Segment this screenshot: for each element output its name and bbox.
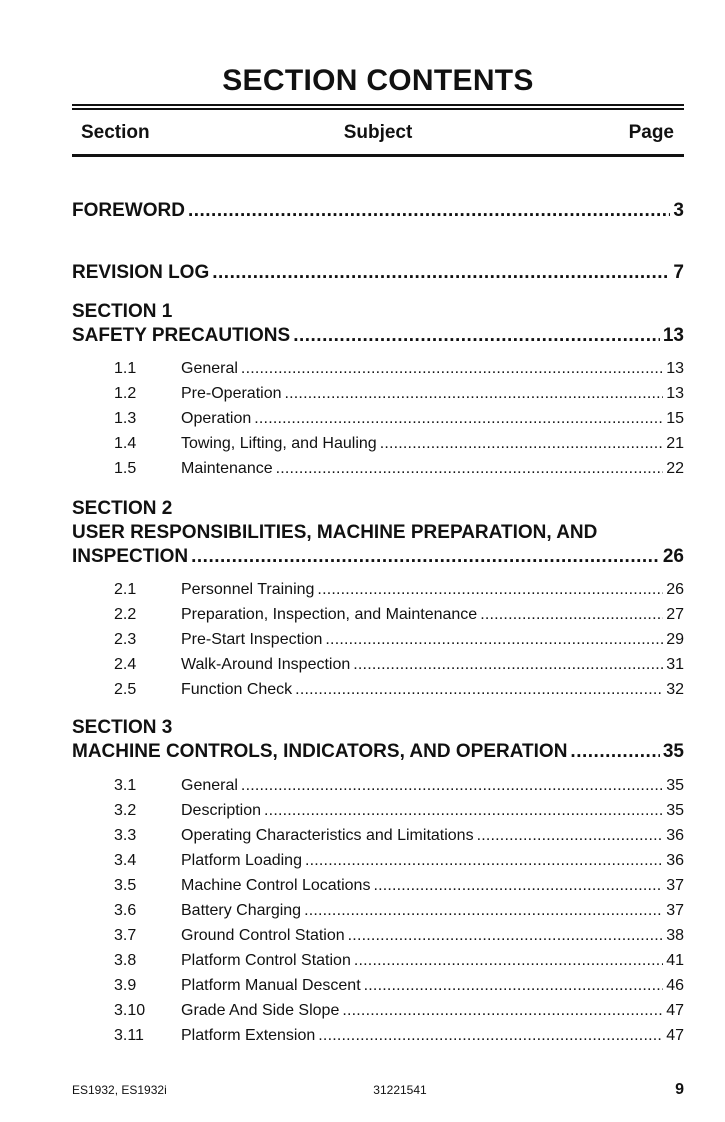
subitem-number: 1.5 xyxy=(114,460,137,477)
toc-subitem[interactable] xyxy=(114,652,684,677)
subitem-subject: Platform Loading xyxy=(181,852,302,869)
dot-leader xyxy=(342,998,663,1023)
toc-subitem[interactable] xyxy=(114,848,684,873)
subitem-number: 3.8 xyxy=(114,952,137,969)
subitem-page: 13 xyxy=(666,360,684,377)
section-title-line-1: USER RESPONSIBILITIES, MACHINE PREPARATION, AND xyxy=(72,522,598,543)
toc-entry-revision-log[interactable] xyxy=(72,261,684,285)
subitem-page: 31 xyxy=(666,656,684,673)
subitem-number: 3.2 xyxy=(114,802,137,819)
section-3-items xyxy=(114,773,684,1048)
subitem-subject: Platform Extension xyxy=(181,1027,316,1044)
subitem-page: 46 xyxy=(666,977,684,994)
subitem-number: 3.9 xyxy=(114,977,137,994)
footer-page-number: 9 xyxy=(675,1081,684,1098)
subitem-number: 3.1 xyxy=(114,777,137,794)
subitem-subject: Maintenance xyxy=(181,460,273,477)
subitem-subject: Towing, Lifting, and Hauling xyxy=(181,435,377,452)
dot-leader xyxy=(570,740,659,764)
section-2-items xyxy=(114,577,684,702)
section-title: SAFETY PRECAUTIONS xyxy=(72,325,291,346)
subitem-page: 27 xyxy=(666,606,684,623)
subitem-number: 3.5 xyxy=(114,877,137,894)
header-rule xyxy=(72,154,684,157)
dot-leader xyxy=(264,798,663,823)
dot-leader xyxy=(305,848,663,873)
subitem-page: 35 xyxy=(666,777,684,794)
dot-leader xyxy=(191,545,660,569)
section-title: MACHINE CONTROLS, INDICATORS, AND OPERATION xyxy=(72,741,568,762)
subitem-subject: Grade And Side Slope xyxy=(181,1002,340,1019)
header-page: Page xyxy=(628,122,674,143)
toc-subitem[interactable] xyxy=(114,406,684,431)
toc-section-1[interactable] xyxy=(72,300,684,348)
subitem-page: 37 xyxy=(666,877,684,894)
subitem-number: 1.3 xyxy=(114,410,137,427)
subitem-number: 3.10 xyxy=(114,1002,146,1019)
dot-leader xyxy=(325,627,663,652)
subitem-number: 1.2 xyxy=(114,385,137,402)
subitem-subject: Personnel Training xyxy=(181,581,315,598)
subitem-subject: Walk-Around Inspection xyxy=(181,656,351,673)
toc-entry-page: 3 xyxy=(673,200,684,221)
dot-leader xyxy=(188,199,670,223)
subitem-page: 32 xyxy=(666,681,684,698)
toc-entry-page: 7 xyxy=(673,262,684,283)
toc-subitem[interactable] xyxy=(114,898,684,923)
subitem-subject: Operating Characteristics and Limitations xyxy=(181,827,474,844)
dot-leader xyxy=(353,652,663,677)
toc-subitem[interactable] xyxy=(114,356,684,381)
toc-subitem[interactable] xyxy=(114,456,684,481)
toc-section-2[interactable] xyxy=(72,497,684,569)
toc-subitem[interactable] xyxy=(114,381,684,406)
dot-leader xyxy=(354,948,663,973)
dot-leader xyxy=(241,773,663,798)
section-page: 13 xyxy=(662,325,684,346)
subitem-subject: General xyxy=(181,360,238,377)
subitem-page: 36 xyxy=(666,827,684,844)
subitem-page: 47 xyxy=(666,1002,684,1019)
section-heading: SECTION 3 xyxy=(72,717,173,738)
header-section: Section xyxy=(81,122,150,143)
subitem-subject: Platform Manual Descent xyxy=(181,977,361,994)
toc-entry-foreword[interactable] xyxy=(72,199,684,223)
dot-leader xyxy=(295,677,663,702)
dot-leader xyxy=(285,381,664,406)
subitem-page: 29 xyxy=(666,631,684,648)
subitem-number: 2.5 xyxy=(114,681,137,698)
dot-leader xyxy=(212,261,670,285)
subitem-page: 41 xyxy=(666,952,684,969)
section-page: 26 xyxy=(662,546,684,567)
toc-subitem[interactable] xyxy=(114,948,684,973)
dot-leader xyxy=(241,356,663,381)
subitem-page: 26 xyxy=(666,581,684,598)
subitem-page: 22 xyxy=(666,460,684,477)
toc-subitem[interactable] xyxy=(114,973,684,998)
subitem-page: 37 xyxy=(666,902,684,919)
subitem-subject: Battery Charging xyxy=(181,902,302,919)
dot-leader xyxy=(364,973,664,998)
subitem-subject: General xyxy=(181,777,238,794)
toc-subitem[interactable] xyxy=(114,577,684,602)
column-headers xyxy=(72,122,684,152)
subitem-number: 3.3 xyxy=(114,827,137,844)
dot-leader xyxy=(276,456,664,481)
toc-subitem[interactable] xyxy=(114,677,684,702)
toc-subitem[interactable] xyxy=(114,998,684,1023)
toc-subitem[interactable] xyxy=(114,873,684,898)
subitem-number: 2.4 xyxy=(114,656,137,673)
dot-leader xyxy=(254,406,663,431)
subitem-number: 3.7 xyxy=(114,927,137,944)
dot-leader xyxy=(317,577,663,602)
subitem-page: 47 xyxy=(666,1027,684,1044)
subitem-number: 2.3 xyxy=(114,631,137,648)
section-title-line-2: INSPECTION xyxy=(72,546,189,567)
dot-leader xyxy=(348,923,664,948)
dot-leader xyxy=(480,602,663,627)
subitem-subject: Pre-Start Inspection xyxy=(181,631,323,648)
subitem-number: 3.11 xyxy=(114,1027,144,1044)
dot-leader xyxy=(293,324,660,348)
subitem-number: 3.4 xyxy=(114,852,137,869)
subitem-page: 38 xyxy=(666,927,684,944)
subitem-number: 1.1 xyxy=(114,360,137,377)
subitem-number: 2.1 xyxy=(114,581,137,598)
subitem-number: 2.2 xyxy=(114,606,137,623)
toc-subitem[interactable] xyxy=(114,773,684,798)
subitem-page: 13 xyxy=(666,385,684,402)
subitem-page: 21 xyxy=(666,435,684,452)
subitem-page: 15 xyxy=(666,410,684,427)
subitem-subject: Pre-Operation xyxy=(181,385,282,402)
dot-leader xyxy=(304,898,663,923)
toc-subitem[interactable] xyxy=(114,798,684,823)
footer-models: ES1932, ES1932i xyxy=(72,1083,167,1097)
subitem-subject: Platform Control Station xyxy=(181,952,351,969)
toc-subitem[interactable] xyxy=(114,1023,684,1048)
dot-leader xyxy=(318,1023,663,1048)
footer-doc-number: 31221541 xyxy=(373,1083,427,1097)
subitem-subject: Description xyxy=(181,802,262,819)
subitem-page: 35 xyxy=(666,802,684,819)
toc-section-3[interactable] xyxy=(72,716,684,764)
page-title: SECTION CONTENTS xyxy=(222,64,534,97)
section-page: 35 xyxy=(662,741,684,762)
subitem-number: 1.4 xyxy=(114,435,137,452)
toc-subitem[interactable] xyxy=(114,627,684,652)
title-double-rule xyxy=(72,104,684,110)
subitem-subject: Function Check xyxy=(181,681,293,698)
subitem-page: 36 xyxy=(666,852,684,869)
toc-subitem[interactable] xyxy=(114,602,684,627)
toc-entry-label: FOREWORD xyxy=(72,200,185,221)
toc-entry-label: REVISION LOG xyxy=(72,262,210,283)
subitem-subject: Operation xyxy=(181,410,252,427)
subitem-subject: Ground Control Station xyxy=(181,927,345,944)
section-1-items xyxy=(114,356,684,481)
dot-leader xyxy=(373,873,663,898)
subitem-subject: Machine Control Locations xyxy=(181,877,371,894)
toc-subitem[interactable] xyxy=(114,823,684,848)
toc-subitem[interactable] xyxy=(114,431,684,456)
subitem-subject: Preparation, Inspection, and Maintenance xyxy=(181,606,478,623)
toc-subitem[interactable] xyxy=(114,923,684,948)
dot-leader xyxy=(477,823,664,848)
subitem-number: 3.6 xyxy=(114,902,137,919)
section-heading: SECTION 2 xyxy=(72,498,173,519)
header-subject: Subject xyxy=(343,122,413,143)
dot-leader xyxy=(380,431,664,456)
section-heading: SECTION 1 xyxy=(72,301,173,322)
